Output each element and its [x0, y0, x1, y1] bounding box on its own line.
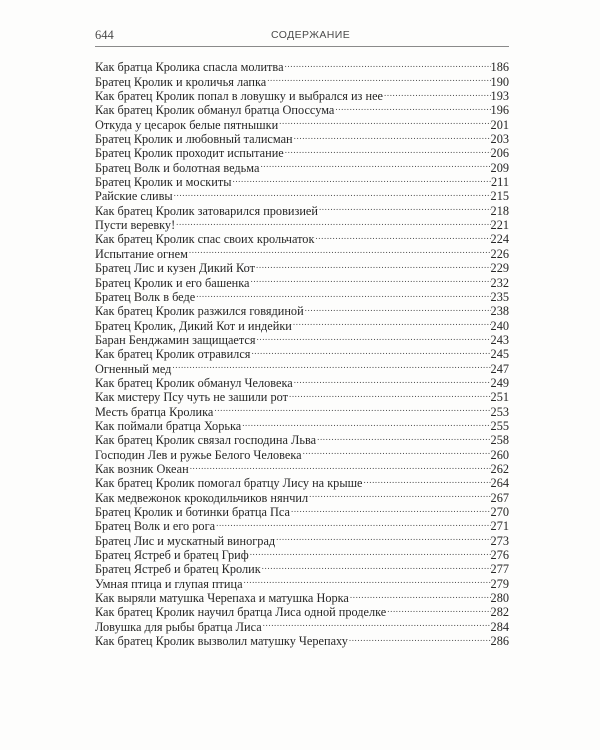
toc-entry-page: 206 [490, 146, 509, 161]
toc-dot-leader [250, 344, 490, 358]
toc-dot-leader [363, 473, 491, 487]
toc-entry-page: 221 [490, 218, 509, 233]
table-of-contents [95, 57, 509, 649]
toc-entry-title: Как возник Океан [95, 461, 189, 476]
toc-entry-title: Месть братца Кролика [95, 404, 214, 419]
toc-entry-page: 203 [490, 132, 509, 147]
toc-entry-title: Братец Волк и болотная ведьма [95, 160, 260, 175]
toc-dot-leader [302, 444, 491, 458]
running-head [95, 28, 509, 48]
toc-entry-title: Как братец Кролик научил братца Лиса одной проделке [95, 605, 387, 620]
toc-entry-page: 260 [490, 447, 509, 462]
toc-entry-title: Как братец Кролик отравился [95, 347, 251, 362]
toc-dot-leader [349, 588, 491, 602]
toc-dot-leader [288, 387, 491, 401]
toc-entry-page: 229 [490, 261, 509, 276]
toc-entry-title: Братец Кролик, Дикий Кот и индейки [95, 318, 292, 333]
toc-entry-title: Как мистеру Псу чуть не зашили рот [95, 390, 288, 405]
toc-entry-page: 235 [490, 289, 509, 304]
toc-entry-page: 276 [490, 548, 509, 563]
toc-entry-title: Ловушка для рыбы братца Лиса [95, 619, 262, 634]
toc-entry-page: 270 [490, 505, 509, 519]
toc-entry-page: 273 [490, 533, 509, 548]
toc-dot-leader [334, 100, 490, 114]
toc-dot-leader [383, 86, 491, 100]
toc-entry-title: Братец Лис и мускатный виноград [95, 533, 276, 548]
toc-entry-page: 280 [490, 591, 509, 606]
toc-entry-title: Братец Кролик проходит испытание [95, 146, 284, 161]
toc-dot-leader [275, 530, 490, 544]
toc-entry-page: 243 [490, 332, 509, 347]
toc-entry-title: Братец Волк в беде [95, 289, 196, 304]
toc-dot-leader [290, 502, 491, 516]
toc-entry-title: Братец Ястреб и братец Кролик [95, 562, 261, 577]
toc-entry-page: 282 [490, 605, 509, 620]
toc-entry-page: 218 [490, 203, 509, 218]
toc-dot-leader [292, 315, 491, 329]
toc-dot-leader [249, 545, 491, 559]
toc-entry-title: Как братец Кролик разжился говядиной [95, 304, 304, 319]
toc-dot-leader [256, 330, 491, 344]
toc-entry-title: Баран Бенджамин защищается [95, 332, 256, 347]
toc-entry-title: Умная птица и глупая птица [95, 576, 243, 591]
toc-entry-page: 196 [490, 103, 509, 118]
toc-dot-leader [243, 573, 491, 587]
toc-entry-title: Как братец Кролик помогал братцу Лису на крыше [95, 476, 363, 491]
toc-entry-page: 190 [490, 74, 509, 89]
toc-entry-title: Братец Кролик и его башенка [95, 275, 250, 290]
toc-dot-leader [175, 215, 490, 229]
toc-dot-leader [284, 57, 491, 71]
header-rule [95, 46, 509, 47]
toc-entry-title: Как братец Кролик связал господина Льва [95, 433, 317, 448]
toc-dot-leader [189, 459, 491, 473]
toc-entry-title: Братец Ястреб и братец Гриф [95, 548, 249, 563]
toc-dot-leader [213, 401, 490, 415]
toc-entry-title: Братец Кролик и ботинки братца Пса [95, 505, 290, 519]
toc-dot-leader [215, 516, 490, 530]
toc-entry-title: Братец Кролик и кроличья лапка [95, 74, 267, 89]
toc-entry-page: 251 [490, 390, 509, 405]
toc-entry-page: 238 [490, 304, 509, 319]
toc-entry-page: 240 [490, 318, 509, 333]
toc-entry-title: Испытание огнем [95, 246, 188, 261]
toc-entry-title: Как братец Кролик попал в ловушку и выбрался из нее [95, 89, 383, 104]
toc-dot-leader [195, 287, 490, 301]
toc-entry-page: 258 [490, 433, 509, 448]
toc-dot-leader [278, 114, 490, 128]
toc-dot-leader [314, 229, 490, 243]
page-number: 644 [95, 28, 114, 42]
toc-entry-title: Огненный мед [95, 361, 172, 376]
toc-entry-page: 264 [490, 476, 509, 491]
toc-entry-title: Как братец Кролик спас своих крольчаток [95, 232, 315, 247]
toc-dot-leader [308, 487, 490, 501]
toc-dot-leader [261, 559, 491, 573]
toc-entry-page: 286 [490, 634, 509, 649]
toc-dot-leader [262, 616, 491, 630]
toc-entry-title: Как братец Кролик обманул братца Опоссума [95, 103, 335, 118]
toc-entry-title: Как братец Кролик обманул Человека [95, 375, 293, 390]
toc-entry-page: 211 [491, 175, 509, 190]
toc-dot-leader [284, 143, 491, 157]
toc-entry-title: Братец Волк и его рога [95, 519, 216, 534]
toc-entry-page: 271 [490, 519, 509, 534]
toc-dot-leader [188, 243, 491, 257]
toc-entry-page: 224 [490, 232, 509, 247]
toc-entry-page: 267 [490, 490, 509, 505]
toc-entry-page: 193 [490, 89, 509, 104]
toc-dot-leader [259, 157, 490, 171]
toc-dot-leader [171, 358, 490, 372]
toc-entry-title: Господин Лев и ружье Белого Человека [95, 447, 302, 462]
toc-dot-leader [255, 258, 491, 272]
toc-dot-leader [241, 416, 490, 430]
toc-entry-page: 277 [490, 562, 509, 577]
toc-dot-leader [249, 272, 490, 286]
toc-entry-page: 247 [490, 361, 509, 376]
toc-dot-leader [316, 430, 490, 444]
toc-dot-leader [231, 172, 491, 186]
toc-entry-title: Как выряли матушка Черепаха и матушка Норка [95, 591, 349, 606]
toc-dot-leader [293, 129, 491, 143]
toc-entry-title: Райские сливы [95, 189, 173, 204]
toc-entry-title: Откуда у цесарок белые пятнышки [95, 117, 279, 132]
toc-entry-title: Как поймали братца Хорька [95, 418, 242, 433]
toc-entry-page: 209 [490, 160, 509, 175]
toc-entry-page: 255 [490, 418, 509, 433]
toc-entry-title: Как братца Кролика спасла молитва [95, 60, 284, 75]
toc-dot-leader [173, 186, 491, 200]
toc-dot-leader [386, 602, 490, 616]
toc-dot-leader [266, 71, 490, 85]
toc-entry-page: 215 [490, 189, 509, 204]
toc-dot-leader [318, 200, 491, 214]
toc-dot-leader [304, 301, 491, 315]
toc-entry [95, 57, 509, 75]
toc-entry-page: 262 [490, 461, 509, 476]
toc-entry-page: 232 [490, 275, 509, 290]
toc-entry-page: 279 [490, 576, 509, 591]
toc-entry-title: Братец Кролик и любовный талисман [95, 132, 293, 147]
toc-entry-title: Пусти веревку! [95, 218, 176, 233]
section-title: СОДЕРЖАНИЕ [271, 29, 351, 41]
toc-dot-leader [293, 373, 491, 387]
toc-entry-title: Братец Кролик и москиты [95, 175, 232, 190]
toc-entry-title: Как братец Кролик вызволил матушку Черепаху [95, 634, 348, 649]
toc-entry-page: 201 [490, 117, 509, 132]
toc-entry-title: Как братец Кролик затоварился провизией [95, 203, 318, 218]
toc-dot-leader [348, 631, 491, 645]
toc-entry-page: 284 [490, 619, 509, 634]
toc-entry-page: 253 [490, 404, 509, 419]
toc-entry-page: 245 [490, 347, 509, 362]
toc-entry-page: 186 [490, 60, 509, 75]
toc-entry-title: Как медвежонок крокодильчиков нянчил [95, 490, 309, 505]
toc-entry-page: 249 [490, 375, 509, 390]
toc-entry-page: 226 [490, 246, 509, 261]
toc-entry-title: Братец Лис и кузен Дикий Кот [95, 261, 255, 276]
